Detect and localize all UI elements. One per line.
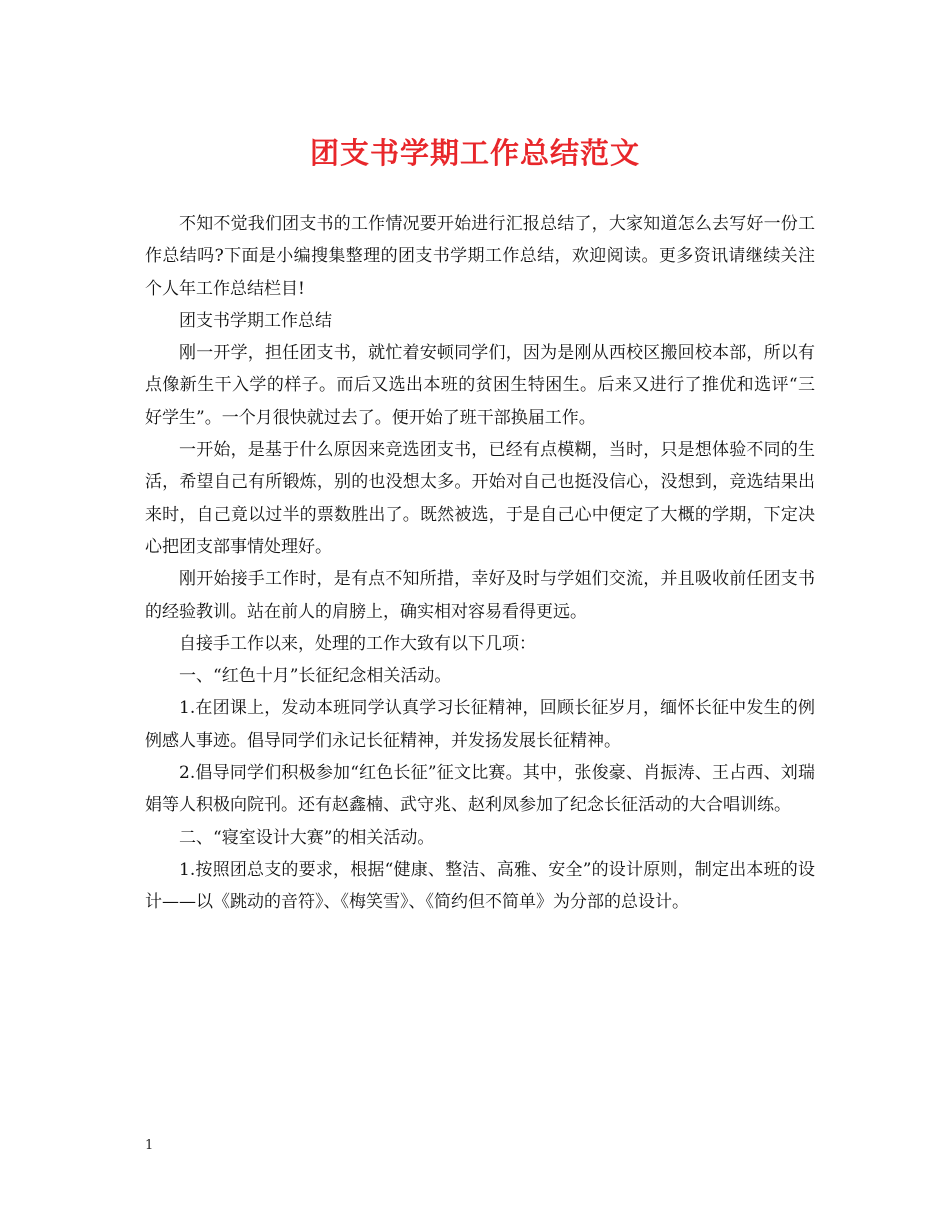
paragraph-section-two-item-1: 1.按照团总支的要求，根据“健康、整洁、高雅、安全”的设计原则，制定出本班的设计——以《跳动的音符》、《梅笑雪》、《简约但不简单》为分部的总设计。 (145, 859, 815, 913)
paragraph-intro: 不知不觉我们团支书的工作情况要开始进行汇报总结了，大家知道怎么去写好一份工作总结吗?下面是小编搜集整理的团支书学期工作总结，欢迎阅读。更多资讯请继续关注个人年工作总结栏目! (145, 214, 815, 299)
paragraph-work-list-intro: 自接手工作以来，处理的工作大致有以下几项： (179, 633, 536, 654)
paragraph-section-two-heading: 二、“寝室设计大赛”的相关活动。 (179, 827, 435, 848)
paragraph-subtitle: 团支书学期工作总结 (179, 310, 332, 331)
page-number: 1 (145, 1138, 154, 1153)
paragraph-election: 一开始，是基于什么原因来竞选团支书，已经有点模糊，当时，只是想体验不同的生活，希望自己有所锻炼，别的也没想太多。开始对自己也挺没信心，没想到，竞选结果出来时，自己竟以过半的票数胜出了。既然被选，于是自己心中便定了大概的学期，下定决心把团支部事情处理好。 (145, 440, 815, 557)
document-body (145, 208, 815, 919)
paragraph-start-of-term: 刚一开学，担任团支书，就忙着安顿同学们，因为是刚从西校区搬回校本部，所以有点像新生干入学的样子。而后又选出本班的贫困生特困生。后来又进行了推优和选评“三好学生”。一个月很快就过去了。便开始了班干部换届工作。 (145, 343, 815, 428)
document-title: 团支书学期工作总结范文 (309, 136, 640, 170)
paragraph-section-one-item-1: 1.在团课上，发动本班同学认真学习长征精神，回顾长征岁月，缅怀长征中发生的例例感人事迹。倡导同学们永记长征精神，并发扬发展长征精神。 (145, 698, 815, 751)
paragraph-section-one-item-2: 2.倡导同学们积极参加“红色长征”征文比赛。其中，张俊豪、肖振涛、王占西、刘瑞娟等人积极向院刊。还有赵鑫楠、武守兆、赵利凤参加了纪念长征活动的大合唱训练。 (145, 763, 815, 816)
paragraph-section-one-heading: 一、“红色十月”长征纪念相关活动。 (179, 666, 452, 687)
paragraph-taking-over: 刚开始接手工作时，是有点不知所措，幸好及时与学姐们交流，并且吸收前任团支书的经验教训。站在前人的肩膀上，确实相对容易看得更远。 (145, 569, 815, 622)
